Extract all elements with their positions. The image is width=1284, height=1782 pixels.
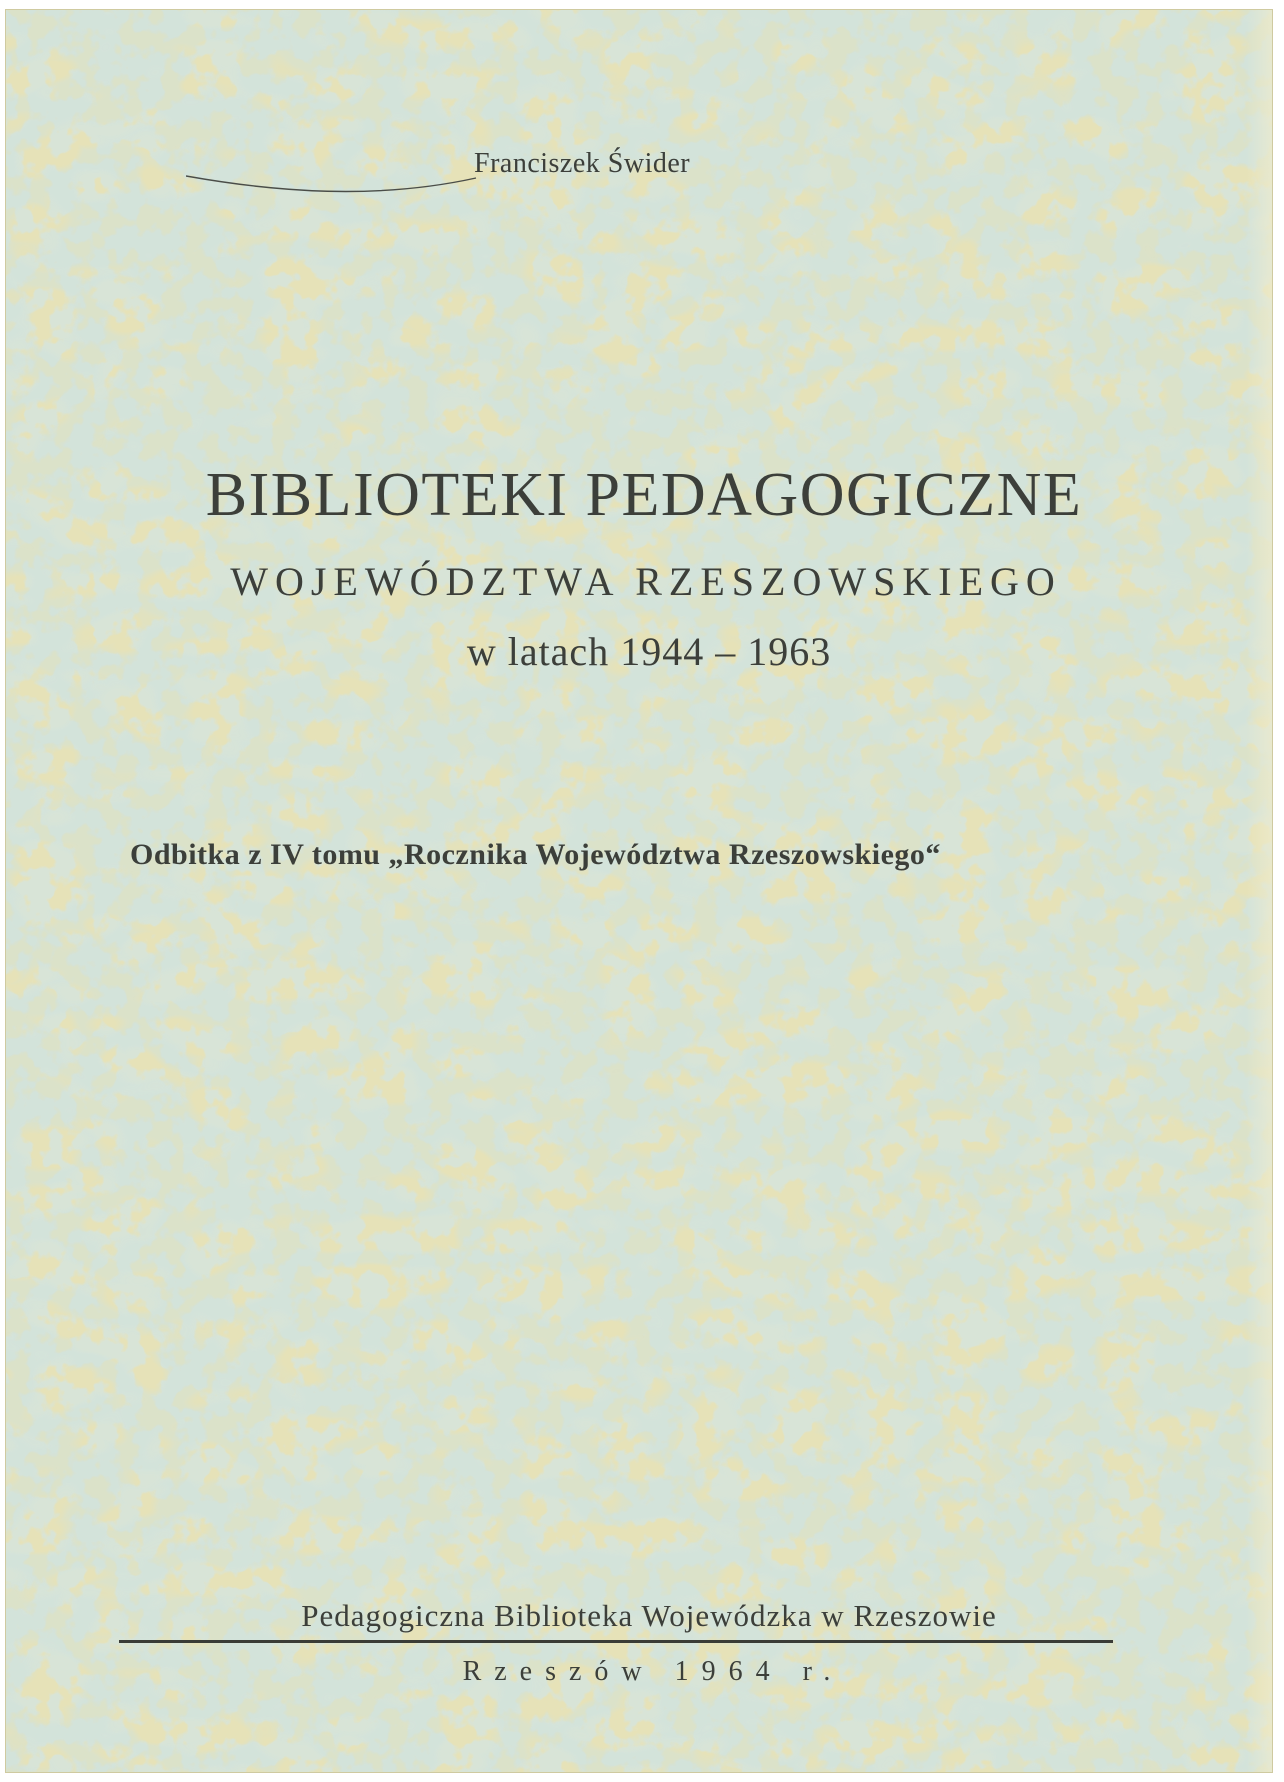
book-cover	[6, 10, 1272, 1772]
divider-rule	[119, 1640, 1113, 1643]
title-main: BIBLIOTEKI PEDAGOGICZNE	[205, 461, 1083, 529]
author-name: Franciszek Świder	[474, 148, 691, 179]
marbled-pattern	[6, 10, 1272, 1772]
title-subtitle: WOJEWÓDZTWA RZESZOWSKIEGO	[230, 559, 1062, 604]
place-and-date: Rzeszów 1964 r.	[462, 1656, 844, 1687]
pen-stroke	[186, 170, 486, 210]
publisher-name: Pedagogiczna Biblioteka Wojewódzka w Rzeszowie	[301, 1598, 997, 1633]
paper-edge	[1246, 10, 1272, 1772]
offprint-note: Odbitka z IV tomu „Rocznika Województwa Rzeszowskiego“	[130, 838, 941, 871]
title-years: w latach 1944 – 1963	[466, 629, 832, 674]
